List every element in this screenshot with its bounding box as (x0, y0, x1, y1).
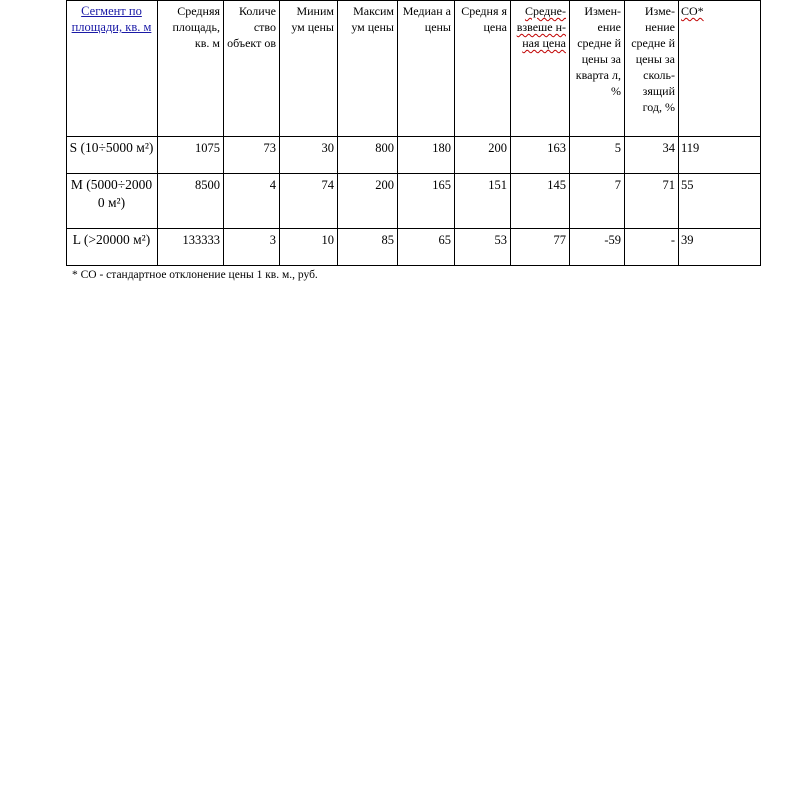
cell-count: 3 (224, 229, 280, 266)
cell-segment: L (>20000 м²) (67, 229, 158, 266)
table-footnote: * СО - стандартное отклонение цены 1 кв. м., руб. (72, 269, 318, 281)
header-avg-price: Средня я цена (455, 1, 511, 137)
cell-min-price: 74 (280, 174, 338, 229)
document-page (66, 0, 761, 282)
cell-year-change: 34 (625, 137, 679, 174)
segment-table (66, 0, 761, 266)
header-quarter-change: Измен-ение средне й цены за кварта л, % (570, 1, 625, 137)
header-year-change: Изме-нение средне й цены за сколь-зящий год, % (625, 1, 679, 137)
cell-avg-area: 133333 (158, 229, 224, 266)
header-co-text: СО* (681, 4, 704, 18)
header-weighted-price-text: Средне-взвеше н-ная цена (516, 4, 566, 50)
header-min-price: Миним ум цены (280, 1, 338, 137)
header-segment: Сегмент по площади, кв. м (67, 1, 158, 137)
table-row (67, 229, 761, 266)
cell-avg-price: 53 (455, 229, 511, 266)
cell-min-price: 10 (280, 229, 338, 266)
cell-weighted-price: 145 (511, 174, 570, 229)
cell-max-price: 200 (338, 174, 398, 229)
cell-median-price: 65 (398, 229, 455, 266)
table-row (67, 137, 761, 174)
cell-co: 39 (679, 229, 761, 266)
cell-count: 4 (224, 174, 280, 229)
cell-year-change: - (625, 229, 679, 266)
cell-median-price: 180 (398, 137, 455, 174)
cell-weighted-price: 77 (511, 229, 570, 266)
header-median-price: Медиан а цены (398, 1, 455, 137)
cell-max-price: 800 (338, 137, 398, 174)
cell-max-price: 85 (338, 229, 398, 266)
cell-median-price: 165 (398, 174, 455, 229)
table-row (67, 174, 761, 229)
cell-count: 73 (224, 137, 280, 174)
cell-weighted-price: 163 (511, 137, 570, 174)
cell-avg-price: 151 (455, 174, 511, 229)
header-co (679, 1, 761, 137)
cell-year-change: 71 (625, 174, 679, 229)
cell-avg-area: 1075 (158, 137, 224, 174)
cell-quarter-change: -59 (570, 229, 625, 266)
cell-avg-price: 200 (455, 137, 511, 174)
table-header-row (67, 1, 761, 137)
header-count: Количе ство объект ов (224, 1, 280, 137)
header-max-price: Максим ум цены (338, 1, 398, 137)
cell-quarter-change: 5 (570, 137, 625, 174)
cell-quarter-change: 7 (570, 174, 625, 229)
cell-co: 55 (679, 174, 761, 229)
header-avg-area: Средняя площадь, кв. м (158, 1, 224, 137)
cell-min-price: 30 (280, 137, 338, 174)
header-weighted-price (511, 1, 570, 137)
cell-avg-area: 8500 (158, 174, 224, 229)
cell-segment: S (10÷5000 м²) (67, 137, 158, 174)
cell-co: 119 (679, 137, 761, 174)
cell-segment: M (5000÷2000 0 м²) (67, 174, 158, 229)
